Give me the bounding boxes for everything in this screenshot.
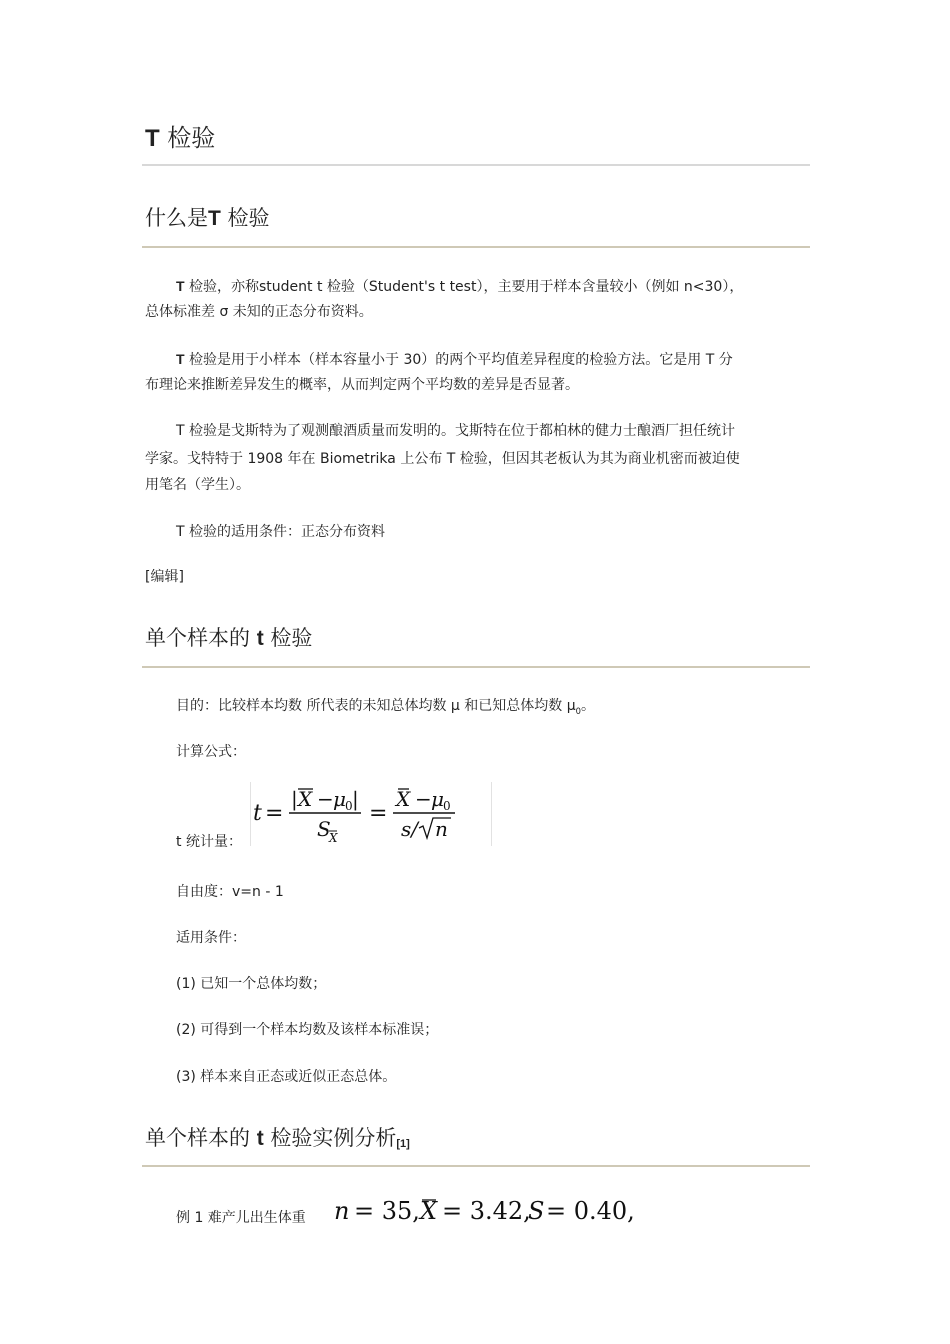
svg-text:X: X [329,831,338,845]
svg-text:|: | [352,787,359,811]
svg-text:n: n [435,817,448,841]
t-statistic-label: t 统计量： [176,834,242,850]
svg-text:s/: s/ [401,817,419,841]
conditions-label: 适用条件： [176,930,246,946]
svg-text:−: − [415,787,432,811]
svg-text:S: S [528,1197,545,1225]
svg-text:S: S [317,817,331,841]
paragraph-line: T 检验是戈斯特为了观测酿酒质量而发明的。戈斯特在位于都柏林的健力士酿酒厂担任统计 [176,423,735,439]
purpose-text: 目的：比较样本均数 所代表的未知总体均数 μ 和已知总体均数 $\mu_0$。 [176,698,595,716]
paragraph-line: 布理论来推断差异发生的概率，从而判定两个平均数的差异是否显著。 [145,377,579,393]
paragraph-line: 学家。戈特特于 1908 年在 Biometrika 上公布 T 检验，但因其老板认为其为商业机密而被迫使 [145,451,740,467]
example-formula [334,1192,635,1232]
svg-text:t: t [253,801,262,826]
section-divider [142,246,810,248]
svg-text:= 0.40,: = 0.40, [546,1197,635,1225]
section-divider [142,666,810,668]
section-divider [142,1165,810,1167]
svg-text:n: n [334,1197,350,1225]
example-formula-image [334,1192,635,1232]
section-heading-what-is-t-test: 什么是T 检验 [145,206,270,230]
title-divider [142,164,810,166]
svg-text:=: = [265,801,284,826]
svg-text:0: 0 [345,799,353,813]
svg-text:−: − [317,787,334,811]
svg-text:X: X [420,1197,438,1225]
svg-text:0: 0 [443,799,451,813]
svg-text:μ: μ [333,787,346,811]
paragraph-line: 用笔名（学生）。 [145,477,250,493]
t-statistic-formula-image [250,782,492,846]
edit-link[interactable]: [编辑] [145,569,184,585]
condition-item: (2) 可得到一个样本均数及该样本标准误； [176,1022,439,1038]
svg-text:|: | [291,787,298,811]
degrees-of-freedom: 自由度：v=n - 1 [176,884,284,900]
paragraph-line: T 检验，亦称student t 检验（Student's t test），主要用于样本含量较小（例如 n<30）， [176,278,744,295]
svg-text:=: = [369,801,388,826]
paragraph-line: T 检验的适用条件：正态分布资料 [176,524,386,540]
formula-label: 计算公式： [176,744,246,760]
svg-text:X: X [298,787,313,811]
svg-text:μ: μ [431,787,444,811]
citation-link[interactable]: [1] [396,1138,410,1150]
svg-text:= 35,: = 35, [354,1197,420,1225]
section-heading-example-analysis: 单个样本的 t 检验实例分析[1] [145,1126,410,1150]
t-statistic-formula [251,782,491,846]
condition-item: (3) 样本来自正态或近似正态总体。 [176,1069,397,1085]
paragraph-line: T 检验是用于小样本（样本容量小于 30）的两个平均值差异程度的检验方法。它是用 T 分 [176,351,733,368]
paragraph-line: 总体标准差 σ 未知的正态分布资料。 [145,304,373,320]
svg-text:= 3.42,: = 3.42, [442,1197,531,1225]
condition-item: (1) 已知一个总体均数； [176,976,327,992]
section-heading-one-sample-t-test: 单个样本的 t 检验 [145,626,313,650]
page-title: T 检验 [145,124,216,152]
svg-text:X: X [396,787,411,811]
example-label: 例 1 难产儿出生体重 [176,1210,306,1226]
